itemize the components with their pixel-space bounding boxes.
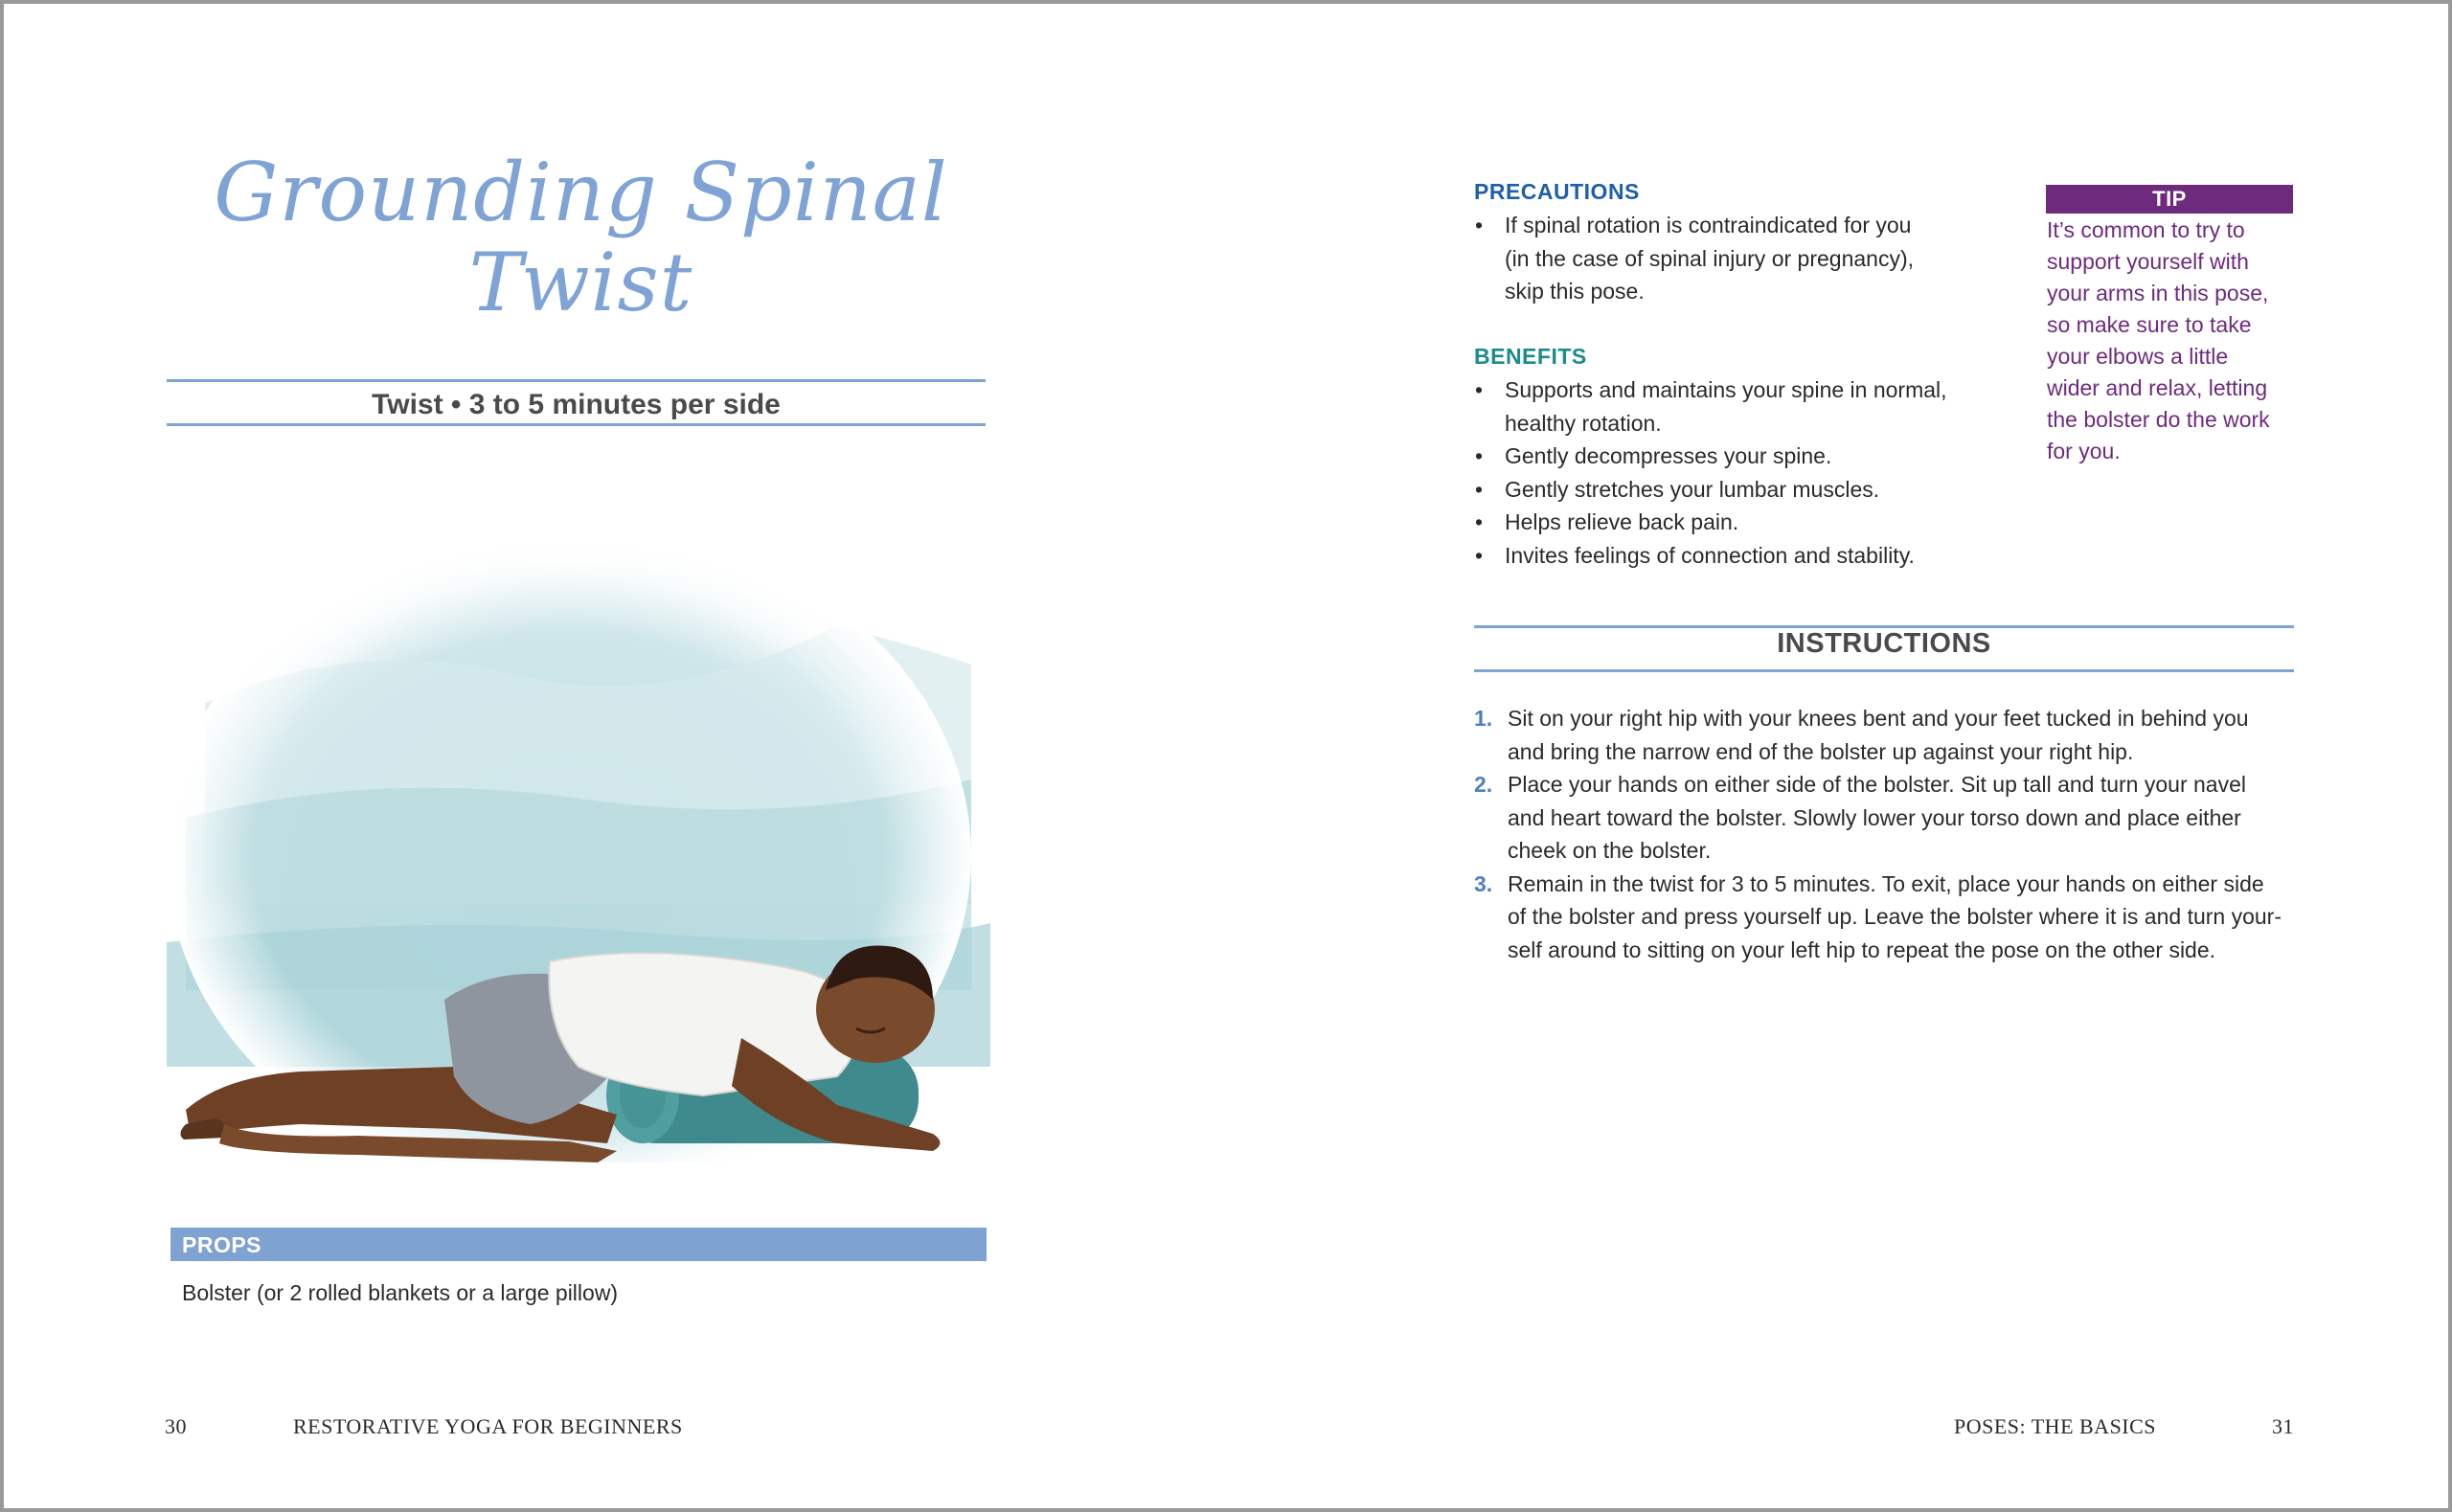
benefits-heading: BENEFITS bbox=[1474, 344, 1587, 369]
instructions-list bbox=[1474, 702, 2298, 966]
list-item: 1. Sit on your right hip with your knees bent and your feet tucked in behind you and bring the narrow end of the bolster up against your right hip. bbox=[1474, 702, 2298, 768]
subtitle-bottom-rule bbox=[167, 423, 986, 426]
list-item: • If spinal rotation is contraindicated for you (in the case of spinal injury or pregnancy), skip this pose. bbox=[1471, 209, 2008, 308]
props-heading: PROPS bbox=[182, 1232, 262, 1257]
tip-heading-bar bbox=[2046, 185, 2293, 214]
precautions-list bbox=[1471, 209, 2008, 308]
pose-title-line1: Grounding Spinal bbox=[214, 146, 948, 239]
step-number: 3. bbox=[1474, 870, 1493, 896]
props-text: Bolster (or 2 rolled blankets or a large pillow) bbox=[182, 1280, 619, 1305]
tip-heading: TIP bbox=[2152, 187, 2187, 211]
list-item: • Helps relieve back pain. bbox=[1471, 506, 2008, 539]
yoga-pose-illustration bbox=[167, 454, 990, 1162]
pose-subtitle: Twist • 3 to 5 minutes per side bbox=[372, 389, 781, 420]
right-page-number: 31 bbox=[2272, 1414, 2294, 1438]
list-item: • Invites feelings of connection and stability. bbox=[1471, 539, 2008, 573]
tip-text: It’s common to try to support yourself with your arms in this pose, so make sure to take your elbows a little wider and relax, letting the bolster do the work for you. bbox=[2047, 217, 2270, 463]
precautions-heading: PRECAUTIONS bbox=[1474, 179, 1640, 204]
step-number: 2. bbox=[1474, 772, 1493, 797]
left-page-number: 30 bbox=[165, 1414, 187, 1438]
pose-title-line2: Twist bbox=[468, 236, 693, 329]
instructions-bottom-rule bbox=[1474, 669, 2294, 672]
pose-title bbox=[167, 147, 995, 327]
list-item: • Gently stretches your lumbar muscles. bbox=[1471, 473, 2008, 507]
list-item: 2. Place your hands on either side of the bolster. Sit up tall and turn your navel and heart toward the bolster. Slowly lower your torso down and place either cheek on the bolster. bbox=[1474, 768, 2298, 868]
list-item: • Gently decompresses your spine. bbox=[1471, 440, 2008, 473]
list-item: • Supports and maintains your spine in normal, healthy rotation. bbox=[1471, 373, 2008, 440]
props-heading-bar bbox=[170, 1228, 987, 1261]
step-number: 1. bbox=[1474, 706, 1493, 731]
benefits-list bbox=[1471, 373, 2008, 572]
list-item: 3. Remain in the twist for 3 to 5 minutes. To exit, place your hands on either side of the bolster and press yourself up. Leave the bolster where it is and turn your- self around to sitting on your left hip to repeat the pose on the other side. bbox=[1474, 868, 2298, 967]
left-running-title: RESTORATIVE YOGA FOR BEGINNERS bbox=[293, 1414, 683, 1438]
instructions-heading: INSTRUCTIONS bbox=[1777, 628, 1991, 659]
subtitle-top-rule bbox=[167, 379, 986, 382]
right-running-title: POSES: THE BASICS bbox=[1954, 1414, 2157, 1438]
